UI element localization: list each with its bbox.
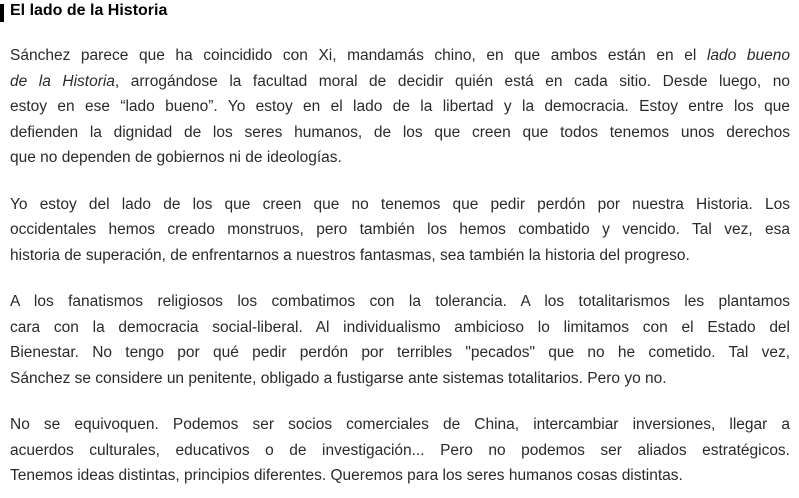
text-segment: estoy en ese “lado bueno”. Yo estoy en el lado de la libertad y la democracia. Estoy entre los que — [10, 98, 790, 115]
text-line — [10, 463, 790, 489]
text-line — [10, 289, 790, 315]
text-segment: Sánchez se considere un penitente, obligado a fustigarse ante sistemas totalitarios. Pero yo no. — [10, 369, 667, 387]
text-line — [10, 94, 790, 120]
text-line — [10, 340, 790, 366]
text-line — [10, 412, 790, 438]
paragraph — [10, 412, 790, 489]
text-line — [10, 69, 790, 95]
text-segment: Yo estoy del lado de los que creen que no tenemos que pedir perdón por nuestra Historia. Los — [10, 195, 790, 213]
text-segment: No se equivoquen. Podemos ser socios comerciales de China, intercambiar inversiones, llegar a — [10, 416, 790, 433]
paragraph — [10, 43, 790, 171]
article-title: El lado de la Historia — [10, 2, 168, 19]
paragraph — [10, 192, 790, 269]
article-body — [10, 43, 790, 489]
text-line — [10, 366, 790, 392]
text-segment: que no dependen de gobiernos ni de ideologías. — [10, 149, 342, 166]
text-segment: Tenemos ideas distintas, principios diferentes. Queremos para los seres humanos cosas distintas. — [10, 467, 683, 484]
text-line — [10, 145, 790, 171]
text-line — [10, 243, 790, 269]
text-line — [10, 43, 790, 69]
text-line — [10, 192, 790, 218]
text-segment: , arrogándose la facultad moral de decidir quién está en cada sitio. Desde luego, no — [114, 72, 790, 90]
text-segment: A los fanatismos religiosos los combatimos con la tolerancia. A los totalitarismos les plantamos — [10, 293, 790, 310]
text-line — [10, 438, 790, 464]
text-segment: Bienestar. No tengo por qué pedir perdón por terribles "pecados" que no he cometido. Tal vez, — [10, 344, 790, 361]
italic-text-segment: de la Historia — [10, 72, 115, 90]
text-segment: cara con la democracia social-liberal. Al individualismo ambicioso lo limitamos con el Estado del — [10, 318, 790, 336]
text-segment: Sánchez parece que ha coincidido con Xi, mandamás chino, en que ambos están en el — [10, 47, 707, 64]
text-segment: occidentales hemos creado monstruos, pero también los hemos combatido y vencido. Tal vez, esa — [10, 221, 790, 238]
text-line — [10, 217, 790, 243]
text-segment: historia de superación, de enfrentarnos a nuestros fantasmas, sea también la historia del progreso. — [10, 246, 690, 264]
text-line — [10, 120, 790, 146]
paragraph — [10, 289, 790, 391]
text-segment: defienden la dignidad de los seres humanos, de los que creen que todos tenemos unos derechos — [10, 123, 790, 141]
text-cursor-bar — [0, 4, 4, 22]
text-segment: acuerdos culturales, educativos o de investigación... Pero no podemos ser aliados estratégicos. — [10, 441, 790, 459]
text-line — [10, 315, 790, 341]
italic-text-segment: lado bueno — [706, 47, 790, 64]
